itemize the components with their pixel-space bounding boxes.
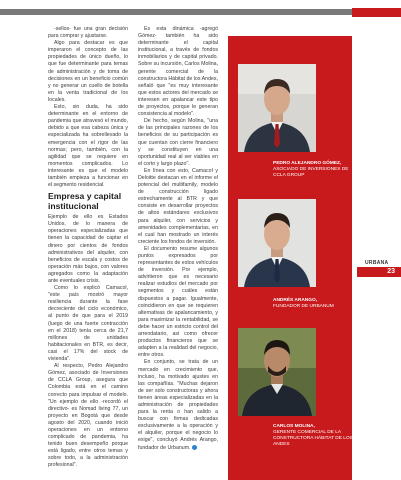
paragraph: Ejemplo de ello es Estados Unidos, de lo manera de operaciones especializadas que tienen la capacidad de captar el dinero por cientos de fondos administrativos del alquiler, con beneficios de escala y costos de operación más bajos, con valores agregados como la adaptación ante eventuales crisis. <box>48 214 128 284</box>
caption-role: ASOCIADO DE INVERSIONES DE <box>273 167 349 172</box>
photo-pedro-alejandro-gomez <box>238 64 316 152</box>
caption-role: CCLA GROUP <box>273 173 305 178</box>
caption-name: ANDRÉS ARANGO, <box>273 298 318 303</box>
caption-name: CARLOS MOLINA, <box>273 424 315 429</box>
paragraph: Al respecto, Pedro Alejandro Gómez, asociado de Inversiones de CCLA Group, asegura que Colombia está en el camino correcto para impulsar el modelo. "Un ejemplo de ello -recordó el directivo- es Nomad living 77, un proyecto en Bogotá que desde agosto del 2020, cuando inició operaciones en un entorno complicado de pandemia, ha tenido buen desempeño porque está ligado, entre otros temas y sobre todo, a la administración profesional". <box>48 363 128 469</box>
photo-carlos-molina <box>238 328 316 416</box>
paragraph <box>138 359 218 451</box>
paragraph: De hecho, según Molina, "una de las principales razones de los beneficios de su participación es que cuentan con cierre financiero y se constituyen en una oportunidad real al ser viables en el corto y largo plazo". <box>138 118 218 167</box>
header-grey-stripe <box>0 9 401 15</box>
section-subheading: Empresa y capital institucional <box>48 191 122 211</box>
caption-role: FUNDADOR DE URBANUM <box>273 304 334 309</box>
caption-name: PEDRO ALEJANDRO GÓMEZ, <box>273 161 342 166</box>
header-bar <box>0 0 401 20</box>
photo-andres-arango <box>238 199 316 287</box>
caption-role: ANDES <box>273 442 290 447</box>
page-number: 23 <box>357 267 401 277</box>
magazine-brand: URBANA <box>365 260 389 266</box>
paragraph: Algo para destacar es que imperaron el concepto de las propiedades de único dueño, lo que fue determinante para temas de administración y de toma de decisiones en un beneficio común y no generar un cuello de botella en la venta tradicional de los locales. <box>48 40 128 103</box>
paragraph: Esto, sin duda, ha sido determinante en el entorno de pandemia que atravesó el mundo, debido a que esa cabeza única y especializada ha sobrellevado la emergencia con el rigor de las normas; pero, también, con la agilidad que se requiere en momentos complicados. Lo interesante es que el modelo también empieza a funcionar en el segmento residencial. <box>48 104 128 189</box>
caption-andres-arango <box>273 298 334 310</box>
caption-role: GERENTE COMERCIAL DE LA <box>273 430 342 435</box>
paragraph: En línea con esto, Camacol y Deloitte destacan en el informe el potencial del multifamily, modelo de construcción ligado estrechamente al BTR y que consiste en desarrollar proyectos de altos estándares exclusivos para alquiler, con servicios y amenidades complementarias, en el cual han mostrado un interés creciente los fondos de inversión. <box>138 167 218 245</box>
closing-paragraph-text: En conjunto, se trata de un mercado en crecimiento que, incluso, ha motivado ajustes en las compañías. "Muchas dejaron de ser solo constructoras y ahora tienen áreas especializadas en la administración de propiedades para la renta o han salido a buscar con firmas dedicadas exclusivamente a la operación y el alquiler, porque el negocio lo exige", concluyó Andrés Arango, fundador de Urbanum. <box>138 359 218 451</box>
header-red-tab <box>352 8 401 17</box>
caption-carlos-molina <box>273 424 353 448</box>
paragraph: Como lo explicó Camacol, "este país mostró mayor resiliencia durante la fase decreciente del ciclo económico, al punto de que para el 2019 (luego de una fuerte contracción en el 2018) tenía cerca de 21,7 millones de unidades habitacionales en BTR, es decir, casi el 17% del stock de vivienda". <box>48 285 128 363</box>
caption-pedro-alejandro-gomez <box>273 161 348 179</box>
paragraph: El documento resume algunos puntos expresados por representantes de estos vehículos de inversión. Por ejemplo, advirtieron que es necesario realizar estudios del mercado por segmentos y cuáles están dispuestos a pagar. Igualmente, coincidieron en que se requieren alternativas de apalancamiento, y para maximizar la rentabilidad, se debe hacer un estricto control del arrendatario, así como ofrecer productos financieros que se adapten a la realidad del negocio, entre otros. <box>138 245 218 359</box>
article-column-1 <box>48 26 128 470</box>
article-column-2 <box>138 26 218 452</box>
paragraph: Es esta dinámica -agregó Gómez- también ha sido determinante el capital institucional, a través de fondos inmobiliarios y de capital privado. Sobre su incursión, Carlos Molina, gerente comercial de la constructora Hábitat de los Andes, señaló que "es muy interesante que estos actores del mercado se interesen en apalancar este tipo de proyectos, porque le generan consistencia al modelo". <box>138 26 218 118</box>
caption-role: CONSTRUCTORA HÁBITAT DE LOS <box>273 436 353 441</box>
article-end-mark-icon <box>192 445 197 450</box>
paragraph: -sellos- fue una gran decisión para comprar y ajustarse. <box>48 26 128 40</box>
